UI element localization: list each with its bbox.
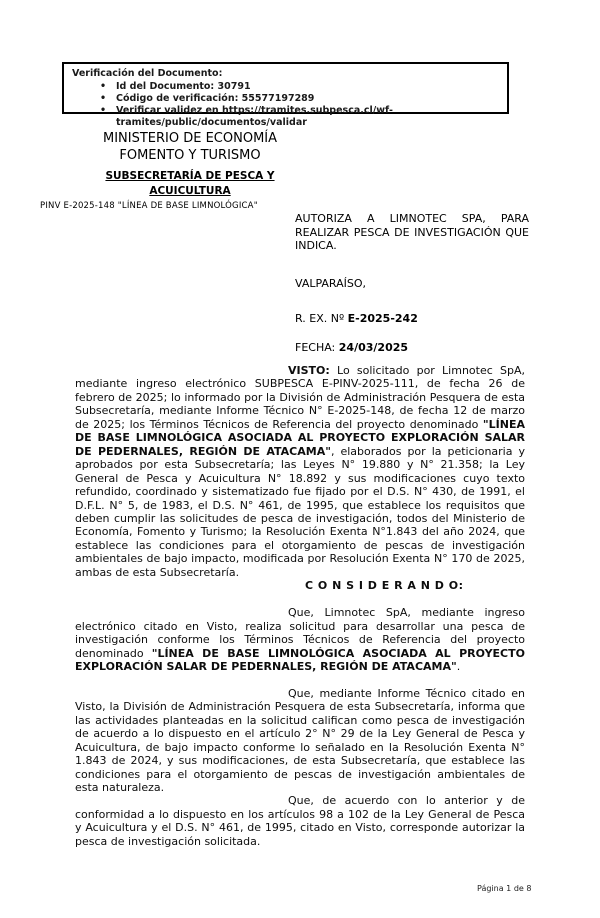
subsecretaria-line-1: SUBSECRETARÍA DE PESCA Y (105, 170, 275, 182)
city-line: VALPARAÍSO, (295, 277, 367, 290)
project-reference: PINV E-2025-148 "LÍNEA DE BASE LIMNOLÓGICA" (40, 201, 258, 211)
verification-url: • Verificar validez en https://tramites.subpesca.cl/wf-tramites/public/documentos/validar (72, 105, 507, 129)
resolution-date-value: 24/03/2025 (338, 341, 409, 354)
ministry-line-2: FOMENTO Y TURISMO (119, 148, 261, 163)
resolution-body (75, 364, 525, 848)
resolution-date-label: FECHA: (295, 341, 339, 354)
resolution-subject: AUTORIZA A LIMNOTEC SPA, PARA REALIZAR PESCA DE INVESTIGACIÓN QUE INDICA. (295, 212, 529, 252)
resolution-number-line (295, 312, 418, 325)
subsecretaria-name (55, 169, 325, 199)
considerando-paragraph-3: Que, de acuerdo con lo anterior y de conformidad a lo dispuesto en los artículos 98 a 102 de la Ley General de Pesca y Acuicultura y el D.S. N° 461, de 1995, citado en Visto, corresponde autorizar la pesca de investigación solicitada. (75, 794, 525, 848)
verification-doc-id: • Id del Documento: 30791 (72, 81, 507, 93)
ministry-name (55, 130, 325, 164)
verification-list (72, 81, 507, 129)
verification-code: • Código de verificación: 55577197289 (72, 93, 507, 105)
verification-box (62, 62, 509, 128)
ministry-line-1: MINISTERIO DE ECONOMÍA (102, 131, 278, 146)
page-number: Página 1 de 8 (477, 884, 532, 893)
verification-title: Verificación del Documento: (72, 68, 223, 79)
considerando-heading: C O N S I D E R A N D O: (305, 579, 464, 593)
resolution-date-line (295, 341, 408, 354)
subsecretaria-line-2: ACUICULTURA (149, 185, 231, 197)
resolution-number-label: R. EX. Nº (295, 312, 348, 325)
considerando-paragraph-2: Que, mediante Informe Técnico citado en Visto, la División de Administración Pesquera de esta Subsecretaría, informa que las actividades planteadas en la solicitud califican como pesca de investigación de acuerdo a lo dispuesto en el artículo 2° N° 29 de la Ley General de Pesca y Acuicultura, de bajo impacto conforme lo señalado en la Resolución Exenta N° 1.843 de 2024, y sus modificaciones, de esta Subsecretaría, que establece las condiciones para el otorgamiento de pescas de investigación ambientales de esta naturaleza. (75, 686, 525, 795)
visto-paragraph: VISTO: Lo solicitado por Limnotec SpA, mediante ingreso electrónico SUBPESCA E-PINV-2025-111, de fecha 26 de febrero de 2025; lo informado por la División de Administración Pesquera de esta Subsecretaría, mediante Informe Técnico N° E-2025-148, de fecha 12 de marzo de 2025; los Términos Técnicos de Referencia del proyecto denominado "LÍNEA DE BASE LIMNOLÓGICA ASOCIADA AL PROYECTO EXPLORACIÓN SALAR DE PEDERNALES, REGIÓN DE ATACAMA", elaborados por la peticionaria y aprobados por esta Subsecretaría; las Leyes N° 19.880 y N° 21.358; la Ley General de Pesca y Acuicultura N° 18.892 y sus modificaciones cuyo texto refundido, coordinado y sistematizado fue fijado por el D.S. N° 430, de 1991, el D.F.L. N° 5, de 1983, el D.S. N° 461, de 1995, que establece los requisitos que deben cumplir las solicitudes de pesca de investigación, todos del Ministerio de Economía, Fomento y Turismo; la Resolución Exenta N°1.843 del año 2024, que establece las condiciones para el otorgamiento de pescas de investigación ambientales de bajo impacto, modificada por Resolución Exenta N° 170 de 2025, ambas de esta Subsecretaría. (75, 364, 525, 579)
resolution-number-value: E-2025-242 (347, 312, 418, 325)
considerando-paragraph-1: Que, Limnotec SpA, mediante ingreso electrónico citado en Visto, realiza solicitud para desarrollar una pesca de investigación conforme los Términos Técnicos de Referencia del proyecto denominado "LÍNEA DE BASE LIMNOLÓGICA ASOCIADA AL PROYECTO EXPLORACIÓN SALAR DE PEDERNALES, REGIÓN DE ATACAMA". (75, 606, 525, 673)
